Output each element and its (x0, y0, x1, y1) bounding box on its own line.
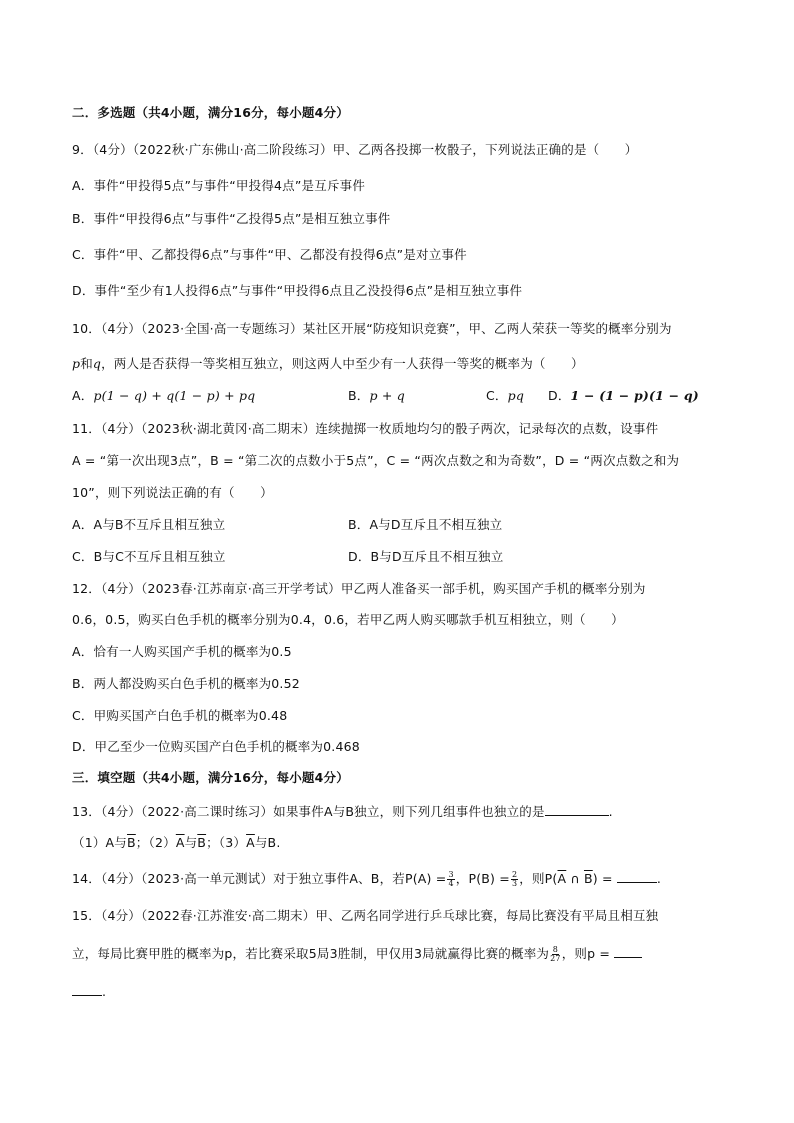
q10-option-b-label: B． (348, 388, 370, 403)
q10-option-a-expr: p(1 − q) + q(1 − p) + pq (93, 388, 256, 403)
q14-fraction-2 (511, 871, 518, 888)
q10-option-b (348, 387, 405, 405)
q9-option-d: D．事件“至少有1人投得6点”与事件“甲投得6点且乙没投得6点”是相互独立事件 (72, 283, 523, 298)
q13-tail: . (608, 804, 613, 819)
q12-stem-line2: 0.6，0.5，购买白色手机的概率分别为0.4，0.6，若甲乙两人购买哪款手机互相独立，则（ ） (72, 612, 624, 627)
section-multi-choice-heading: 二．多选题（共4小题，满分16分，每小题4分） (72, 105, 349, 120)
q13-stem-line (72, 803, 613, 821)
q10-option-d-expr: 1 − (1 − p)(1 − q) (570, 388, 699, 403)
q15-stem-line2-end: ，则p = (561, 946, 615, 961)
q14-answer-blank[interactable] (617, 870, 657, 883)
q14-ask-b-bar: $\overline{B}$ (583, 871, 593, 886)
q12-option-d: D．甲乙至少一位购买国产白色手机的概率为0.468 (72, 739, 360, 754)
q10-option-a-label: A． (72, 388, 94, 403)
q15-answer-blank-part2[interactable] (72, 983, 102, 996)
q14-ask-end: ) = (592, 871, 617, 886)
q15-tail: . (102, 984, 107, 999)
q14-f2-numerator: 2 (511, 870, 518, 879)
q15-stem-line2-text: 立，每局比赛甲胜的概率为p，若比赛采取5局3胜制，甲仅用3局就赢得比赛的概率为 (72, 946, 550, 961)
q10-var-p: p (72, 356, 81, 371)
q12-option-c: C．甲购买国产白色手机的概率为0.48 (72, 708, 288, 723)
q13-item3-a-bar: $\overline{A}$ (246, 835, 255, 850)
q13-item3-prefix: ；（3） (206, 835, 247, 850)
q10-option-c (486, 387, 524, 405)
q10-stem-line2 (72, 355, 584, 373)
q11-option-a: A．A与B不互斥且相互独立 (72, 517, 226, 532)
q14-stem: 14．（4分）（2023·高一单元测试）对于独立事件A、B，若P(A) = (72, 871, 447, 886)
q15-f-numerator: 8 (552, 945, 559, 954)
q10-option-d-label: D． (548, 388, 571, 403)
q13-item2-mid: 与 (184, 835, 198, 850)
q13-item2-prefix: ；（2） (135, 835, 176, 850)
q9-option-a: A．事件“甲投得5点”与事件“甲投得4点”是互斥事件 (72, 178, 366, 193)
q11-option-b: B．A与D互斥且不相互独立 (348, 517, 503, 532)
q15-stem-line1: 15．（4分）（2022春·江苏淮安·高二期末）甲、乙两名同学进行乒乓球比赛，每局比赛没有平局且相互独 (72, 908, 659, 923)
q14-f1-denominator: 4 (448, 879, 454, 888)
q14-ask-a-bar: $\overline{A}$ (557, 871, 567, 886)
q10-option-d (548, 387, 699, 405)
q14-ask-cap: ∩ (566, 871, 584, 886)
q12-stem-line1: 12．（4分）（2023春·江苏南京·高三开学考试）甲乙两人准备买一部手机，购买国产手机的概率分别为 (72, 581, 646, 596)
q13-item2-b-bar: $\overline{B}$ (197, 835, 207, 850)
q13-item2-a-bar: $\overline{A}$ (175, 835, 185, 850)
q11-option-d: D．B与D互斥且不相互独立 (348, 549, 504, 564)
q13-items (72, 834, 281, 852)
q10-option-c-expr: pq (507, 388, 525, 403)
q15-stem-line2 (72, 945, 642, 963)
q15-answer-blank-part1[interactable] (614, 945, 642, 958)
q14-line (72, 870, 661, 888)
q10-stem-line2-rest: ，两人是否获得一等奖相互独立，则这两人中至少有一人获得一等奖的概率为（ ） (101, 356, 584, 371)
q10-var-q: q (92, 356, 102, 371)
q9-option-b: B．事件“甲投得6点”与事件“乙投得5点”是相互独立事件 (72, 211, 391, 226)
q15-f-denominator: 27 (550, 954, 561, 963)
section-fill-blank-heading: 三．填空题（共4小题，满分16分，每小题4分） (72, 770, 349, 785)
q13-item1-b-bar: $\overline{B}$ (127, 835, 136, 850)
q9-option-c: C．事件“甲、乙都投得6点”与事件“甲、乙都没有投得6点”是对立事件 (72, 247, 467, 262)
q14-f2-denominator: 3 (511, 879, 518, 888)
q14-mid: ，P(B) = (455, 871, 510, 886)
q11-stem-line3: 10”，则下列说法正确的有（ ） (72, 485, 273, 500)
q11-option-c: C．B与C不互斥且相互独立 (72, 549, 226, 564)
q14-tail: . (656, 871, 662, 886)
q10-stem-line1: 10．（4分）（2023·全国·高一专题练习）某社区开展“防疫知识竞赛”，甲、乙两人荣获一等奖的概率分别为 (72, 321, 672, 336)
q15-fraction (550, 946, 561, 963)
q15-stem-line3 (72, 983, 106, 1001)
q10-option-c-label: C． (486, 388, 508, 403)
q13-stem: 13．（4分）（2022·高二课时练习）如果事件A与B独立，则下列几组事件也独立的是 (72, 804, 545, 819)
q10-option-b-expr: p + q (369, 388, 405, 403)
q12-option-b: B．两人都没购买白色手机的概率为0.52 (72, 676, 300, 691)
q13-answer-blank[interactable] (545, 803, 609, 816)
q11-stem-line1: 11．（4分）（2023秋·湖北黄冈·高二期末）连续抛掷一枚质地均匀的骰子两次，记录每次的点数，设事件 (72, 421, 659, 436)
q13-item1-prefix: （1）A与 (72, 835, 128, 850)
q14-ask: ，则P( (519, 871, 558, 886)
q9-stem: 9．（4分）（2022秋·广东佛山·高二阶段练习）甲、乙两各投掷一枚骰子，下列说法正确的是（ ） (72, 142, 638, 157)
q14-f1-numerator: 3 (448, 870, 454, 879)
q14-fraction-1 (447, 871, 454, 888)
q11-stem-line2: A = “第一次出现3点”，B = “第二次的点数小于5点”，C = “两次点数之和为奇数”，D = “两次点数之和为 (72, 453, 680, 468)
q10-options-row (72, 387, 255, 405)
q10-and: 和 (80, 356, 93, 371)
q12-option-a: A．恰有一人购买国产手机的概率为0.5 (72, 644, 292, 659)
q13-item3-rest: 与B. (254, 835, 281, 850)
